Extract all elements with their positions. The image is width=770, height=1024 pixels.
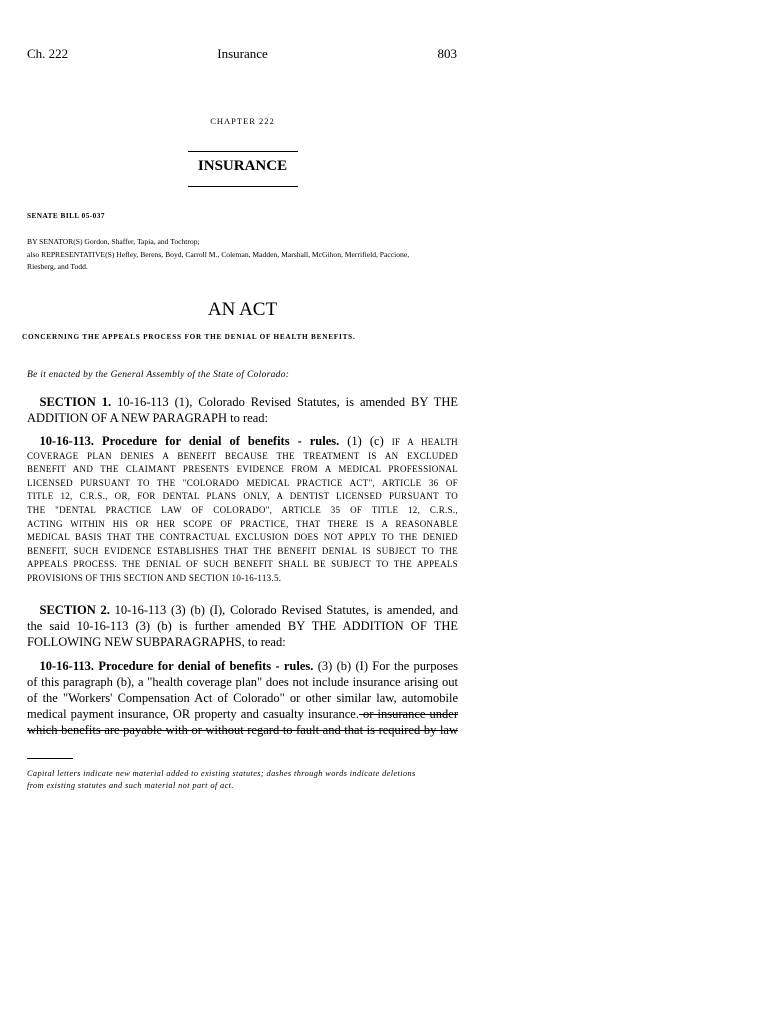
deleted-text: which benefits are payable with or without regard to fault and that is required by law: [27, 723, 458, 737]
deleted-text: or insurance under: [358, 707, 458, 721]
enacting-clause: Be it enacted by the General Assembly of the State of Colorado:: [27, 370, 290, 380]
header-page-number: 803: [437, 46, 457, 61]
section-label: SECTION 2.: [39, 603, 110, 617]
title-rule-top: [188, 151, 298, 152]
bill-number: SENATE BILL 05-037: [27, 212, 105, 220]
new-text: TITLE 12, C.R.S., OR, FOR DENTAL PLANS ONLY, A DENTIST LICENSED PURSUANT TO: [27, 491, 458, 502]
footnote-rule: [27, 758, 73, 759]
text-line: of this paragraph (b), a "health coverage plan" does not include insurance arising out: [27, 675, 458, 689]
section-label: SECTION 1.: [39, 395, 112, 409]
footnote-line: Capital letters indicate new material added to existing statutes; dashes through words indicate deletions: [27, 769, 416, 778]
section-text: 10-16-113 (1), Colorado Revised Statutes, is amended BY THE: [111, 395, 458, 409]
section-text: 10-16-113 (3) (b) (I), Colorado Revised Statutes, is amended, and: [109, 603, 458, 617]
section-1-body: [27, 435, 458, 586]
text-line: the said 10-16-113 (3) (b) is further amended BY THE ADDITION OF THE: [27, 619, 458, 633]
new-text: MEDICAL BASIS THAT THE CONTRACTUAL EXCLUSION DOES NOT APPLY TO THE DENIED: [27, 532, 458, 543]
new-text: BENEFIT, SUCH EVIDENCE ESTABLISHES THAT THE BENEFIT DENIAL IS SUBJECT TO THE: [27, 545, 458, 556]
text-line: [27, 706, 458, 722]
concerning-clause: CONCERNING THE APPEALS PROCESS FOR THE DENIAL OF HEALTH BENEFITS.: [22, 333, 356, 341]
new-text: THE "DENTAL PRACTICE LAW OF COLORADO", ARTICLE 35 OF TITLE 12, C.R.S.,: [27, 504, 458, 515]
text-line: [27, 602, 458, 618]
chapter-title: INSURANCE: [197, 158, 288, 174]
sponsors-line: Riesberg, and Todd.: [27, 262, 88, 271]
text-line: [27, 435, 458, 450]
text-line: of the "Workers' Compensation Act of Colorado" or other similar law, automobile: [27, 691, 458, 705]
text-line: FOLLOWING NEW SUBPARAGRAPHS, to read:: [27, 635, 286, 649]
header-chapter: Ch. 222: [27, 46, 69, 61]
statute-reference: (1) (c): [339, 434, 392, 448]
section-2-intro: [27, 602, 458, 650]
new-text: LICENSED PURSUANT TO THE "COLORADO MEDICAL PRACTICE ACT", ARTICLE 36 OF: [27, 477, 458, 488]
new-text: APPEALS PROCESS. THE DENIAL OF SUCH BENEFIT SHALL BE SUBJECT TO THE APPEALS: [27, 559, 458, 570]
statute-heading: 10-16-113. Procedure for denial of benefits - rules.: [39, 659, 314, 673]
new-text: IF A HEALTH: [391, 437, 458, 447]
statute-text: medical payment insurance, OR property and casualty insurance.: [27, 707, 359, 721]
title-rule-bottom: [188, 186, 298, 187]
text-line: ADDITION OF A NEW PARAGRAPH to read:: [27, 411, 268, 425]
section-2-body: [27, 658, 458, 738]
new-text: ACTING WITHIN HIS OR HER SCOPE OF PRACTICE, THAT THERE IS A REASONABLE: [27, 518, 458, 529]
new-text: COVERAGE PLAN DENIES A BENEFIT BECAUSE THE TREATMENT IS AN EXCLUDED: [27, 450, 458, 461]
footnote-line: from existing statutes and such material not part of act.: [27, 781, 234, 790]
sponsors-line: BY SENATOR(S) Gordon, Shaffer, Tapia, and Tochtrop;: [27, 237, 200, 246]
sponsors-line: also REPRESENTATIVE(S) Hefley, Berens, Boyd, Carroll M., Coleman, Madden, Marshall, McGihon, Merrifield, Paccione,: [27, 250, 410, 259]
header-title: Insurance: [217, 46, 268, 61]
new-text: PROVISIONS OF THIS SECTION AND SECTION 10-16-113.5.: [27, 572, 282, 583]
text-line: [27, 394, 458, 410]
statute-heading: 10-16-113. Procedure for denial of benefits - rules.: [39, 434, 340, 448]
chapter-label: CHAPTER 222: [210, 116, 275, 126]
statute-text: (3) (b) (I) For the purposes: [313, 659, 458, 673]
section-1-intro: [27, 394, 458, 426]
text-line: [27, 658, 458, 674]
new-text: BENEFIT AND THE CLAIMANT PRESENTS EVIDENCE FROM A MEDICAL PROFESSIONAL: [27, 464, 458, 475]
act-title: AN ACT: [207, 299, 278, 320]
